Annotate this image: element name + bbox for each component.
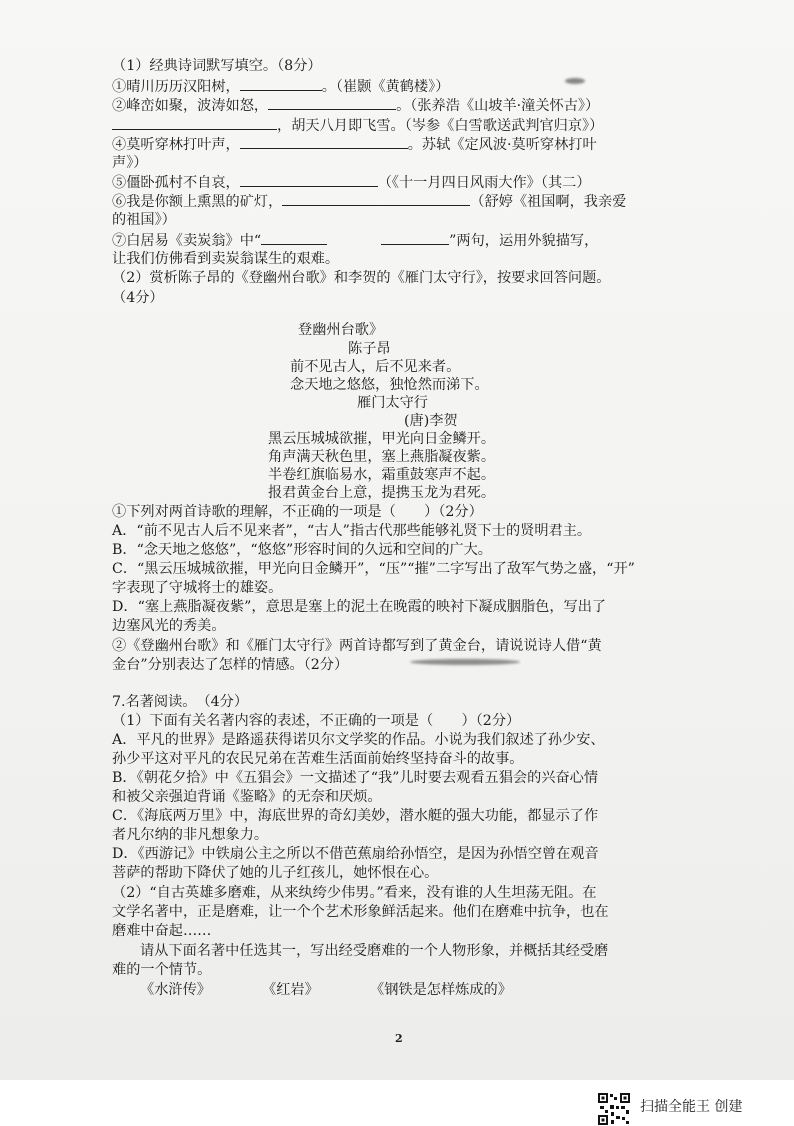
q6-line-7-text: ⑦白居易《卖炭翁》中“ bbox=[112, 233, 262, 249]
poem2-line3: 半卷红旗临易水，霜重鼓寒声不起。 bbox=[268, 467, 496, 483]
q7-option-d: D．《西游记》中铁扇公主之所以不借芭蕉扇给孙悟空，是因为孙悟空曾在观音 bbox=[112, 846, 599, 862]
q7-option-a: A．平凡的世界》是路遥获得诺贝尔文学奖的作品。小说为我们叙述了孙少安、 bbox=[112, 732, 605, 748]
q6-sub2-question: ②《登幽州台歌》和《雁门太守行》两首诗都写到了黄金台，请说说诗人借“黄 bbox=[112, 638, 602, 654]
q6-line-7 bbox=[112, 230, 598, 251]
q6-line-1-source: 。（崔颢《黄鹤楼》） bbox=[321, 79, 450, 95]
q6-sub1-option-d: D．“塞上燕脂凝夜紫”，意思是塞上的泥土在晚霞的映衬下凝成胭脂色，写出了 bbox=[112, 599, 607, 615]
q7-sub2-para5: 难的一个情节。 bbox=[112, 962, 212, 978]
scanner-watermark: 扫描全能王 创建 bbox=[640, 1099, 743, 1115]
q6-line-6-cont: 的祖国》） bbox=[112, 212, 176, 228]
answer-blank[interactable] bbox=[268, 95, 396, 110]
q7-header: 7.名著阅读。 （4分） bbox=[112, 694, 249, 710]
q6-line-4-cont: 声》） bbox=[112, 155, 148, 171]
q6-sub1-option-c-cont: 字表现了守城将士的雄姿。 bbox=[112, 580, 283, 596]
book-hongyan: 《红岩》 bbox=[262, 982, 319, 998]
poem2-line4: 报君黄金台上意，提携玉龙为君死。 bbox=[268, 485, 496, 501]
q7-option-a-cont: 孙少平这对平凡的农民兄弟在苦难生活面前始终坚持奋斗的故事。 bbox=[112, 751, 524, 767]
q6-line-6-source: （舒婷《祖国啊，我亲爱 bbox=[470, 194, 627, 210]
answer-blank[interactable] bbox=[282, 191, 470, 206]
answer-blank[interactable] bbox=[112, 115, 277, 130]
q6-line-2-text: ②峰峦如聚，波涛如怒， bbox=[112, 98, 269, 114]
page-number: 2 bbox=[395, 1032, 403, 1045]
q6-part2-header: （2）赏析陈子昂的《登幽州台歌》和李贺的《雁门太守行》，按要求回答问题。 bbox=[112, 270, 611, 286]
q6-sub1-option-b: B．“念天地之悠悠”，“悠悠”形容时间的久远和空间的广大。 bbox=[112, 542, 492, 558]
book-shuihu: 《水浒传》 bbox=[140, 982, 211, 998]
q7-option-c: C．《海底两万里》中，海底世界的奇幻美妙，潜水艇的强大功能，都显示了作 bbox=[112, 808, 599, 824]
q7-option-c-cont: 者凡尔纳的非凡想象力。 bbox=[112, 827, 269, 843]
q6-line-1-text: ①晴川历历汉阳树， bbox=[112, 79, 240, 95]
poem2-author: (唐)李贺 bbox=[404, 413, 458, 429]
q7-sub1-question: （1）下面有关名著内容的表述，不正确的一项是（ ）（2分） bbox=[112, 713, 521, 729]
q7-sub2-para2: 文学名著中，正是磨难，让一个个艺术形象鲜活起来。他们在磨难中抗争，也在 bbox=[112, 904, 609, 920]
q6-part2-score: （4分） bbox=[112, 290, 164, 306]
q7-sub2-para3: 磨难中奋起…… bbox=[112, 923, 212, 939]
q6-line-6 bbox=[112, 191, 626, 212]
book-gangtie: 《钢铁是怎样炼成的》 bbox=[370, 982, 512, 998]
q6-sub2-question-cont: 金台”分别表达了怎样的情感。（2分） bbox=[112, 657, 349, 673]
answer-blank[interactable] bbox=[381, 230, 449, 245]
qr-code-icon bbox=[597, 1092, 631, 1126]
q6-part1-header: （1）经典诗词默写填空。（8分） bbox=[112, 58, 322, 74]
q6-line-4-text: ④莫听穿林打叶声， bbox=[112, 137, 240, 153]
q6-sub1-question: ①下列对两首诗歌的理解，不正确的一项是（ ）（2分） bbox=[112, 504, 483, 520]
q6-line-5-text: ⑤僵卧孤村不自哀， bbox=[112, 175, 240, 191]
q6-line-3-text: ，胡天八月即飞雪。（岑参《白雪歌送武判官归京》） bbox=[277, 118, 604, 134]
answer-blank[interactable] bbox=[261, 230, 327, 245]
q6-sub1-option-c: C．“黑云压城城欲摧，甲光向日金鳞开”，“压”“摧”二字写出了敌军气势之盛，“开” bbox=[112, 561, 635, 577]
answer-blank[interactable] bbox=[240, 76, 322, 91]
scan-smudge bbox=[410, 659, 520, 665]
q6-line-2 bbox=[112, 95, 599, 116]
poem1-line1: 前不见古人，后不见来者。 bbox=[290, 359, 461, 375]
q6-line-7-cont: 让我们仿佛看到卖炭翁谋生的艰难。 bbox=[112, 251, 340, 267]
q7-option-d-cont: 菩萨的帮助下降伏了她的儿子红孩儿，她怀恨在心。 bbox=[112, 865, 439, 881]
q6-sub1-option-a: A．“前不见古人后不见来者”，“古人”指古代那些能够礼贤下士的贤明君主。 bbox=[112, 523, 592, 539]
q6-line-5 bbox=[112, 172, 591, 193]
poem1-title: 登幽州台歌》 bbox=[298, 322, 384, 338]
q6-line-1 bbox=[112, 76, 449, 97]
q6-sub1-option-d-cont: 边塞风光的秀美。 bbox=[112, 618, 226, 634]
poem1-author: 陈子昂 bbox=[348, 341, 391, 357]
answer-blank[interactable] bbox=[240, 172, 378, 187]
answer-blank[interactable] bbox=[240, 134, 408, 149]
q6-line-6-text: ⑥我是你额上熏黑的矿灯， bbox=[112, 194, 283, 210]
q6-line-5-source: （《十一月四日风雨大作》（其二） bbox=[377, 175, 591, 191]
q6-line-7-tail: ”两句，运用外貌描写， bbox=[449, 233, 599, 249]
poem2-title: 雁门太守行 bbox=[357, 395, 428, 411]
q6-line-3 bbox=[112, 115, 603, 136]
q7-option-b-cont: 和被父亲强迫背诵《鉴略》的无奈和厌烦。 bbox=[112, 789, 382, 805]
q7-option-b: B．《朝花夕拾》中《五猖会》一文描述了“我”儿时要去观看五猖会的兴奋心情 bbox=[112, 770, 599, 786]
q7-sub2-para4: 请从下面名著中任选其一，写出经受磨难的一个人物形象，并概括其经受磨 bbox=[140, 943, 609, 959]
poem2-line1: 黑云压城城欲摧，甲光向日金鳞开。 bbox=[268, 431, 496, 447]
q7-sub2-para1: （2）“自古英雄多磨难，从来纨绔少伟男。”看来，没有谁的人生坦荡无阻。在 bbox=[112, 885, 597, 901]
scan-smudge bbox=[565, 78, 585, 84]
poem1-line2: 念天地之悠悠，独怆然而涕下。 bbox=[290, 377, 489, 393]
q6-line-4-source: 。苏轼《定风波·莫听穿林打叶 bbox=[407, 137, 597, 153]
q6-line-2-source: 。（张养浩《山坡羊·潼关怀古》） bbox=[396, 98, 600, 114]
q6-line-4 bbox=[112, 134, 597, 155]
poem2-line2: 角声满天秋色里，塞上燕脂凝夜紫。 bbox=[268, 449, 496, 465]
